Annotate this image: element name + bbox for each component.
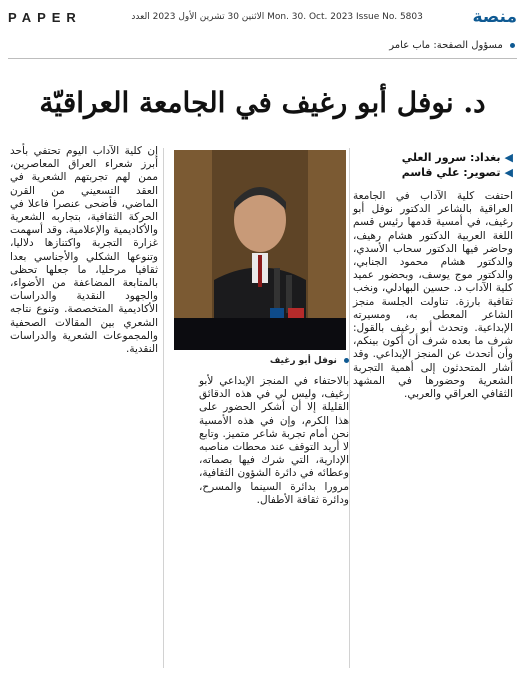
page-editor-text: مسؤول الصفحة: ماب عامر: [389, 40, 503, 51]
triangle-icon: ◀: [504, 151, 513, 164]
masthead: [0, 0, 525, 34]
column-divider: [163, 148, 164, 668]
photo-caption: [270, 356, 349, 366]
article-column-right: احتفت كلية الآداب في الجامعة العراقية بالشاعر الدكتور نوفل أبو رغيف، في أمسية قدمها رئيس قسم اللغة العربية الدكتور هشام رهيف، وحاضر فيها الدكتور سحاب الأسدي، والدكتور هشام محمود الجنابي، والدكتور موج يوسف، وبحضور عميد كلية الآداب د. حسين البهادلي، ونخب ثقافية بارزة. تناولت الجلسة منجز الشاعر المعطى به، ومسيرته الإبداعية. وتحدث أبو رغيف بالقول: شرف ما بعده شرف أن أكون بينكم، وأن أتحدث عن المنجز الإبداعي. وقد أشار المتحدثون إلى أهمية التجربة الشعرية وحضورها في المشهد الثقافي العراقي والعربي.: [353, 190, 513, 401]
issue-date: Mon. 30. Oct. 2023 Issue No. 5803 الاثنين 30 تشرين الأول 2023 العدد: [131, 12, 423, 22]
page-editor: [389, 40, 515, 51]
article-column-left: إن كلية الآداب اليوم تحتفي بأحد أبرز شعراء العراق المعاصرين، ممن لهم تجربتهم الشعرية في العقد التسعيني من القرن الماضي، فأضحى عنصرا فاعلا في الحركة الثقافية، بتجاربه الشعرية والأكاديمية والإعلامية. وقد أسهمت غزارة التجربة واكتنازها دلاليا، وتنوعها الشكلي والأجناسي بعدا ثقافيا مرحليا، ما جعلها تحظى بالمتابعة المضاعفة من الأضواء، والجهود النقدية والدراسات الأكاديمية المتخصصة. وتنوع نتاجه الشعري بين المقالات الصحفية والمجموعات الشعرية والدراسات النقدية.: [10, 145, 158, 356]
credit-line: ◀تصوير: علي قاسم: [401, 166, 513, 179]
headline: [10, 72, 515, 132]
headline-text: د. نوفل أبو رغيف في الجامعة العراقيّة: [39, 85, 486, 119]
section-title: منصة: [472, 7, 517, 27]
credit-line: ◀بغداد: سرور العلي: [401, 151, 513, 164]
column-divider: [349, 148, 350, 668]
article-column-middle: بالاحتفاء في المنجز الإبداعي لأبو رغيف، وليس لي في هذه الدقائق القليلة إلا أن أشكر الحضور على هذا الكرم، وإن في هذه الأمسية نحن أمام تجربة شاعر متميز. وتابع لا أريد التوقف عند محطات مناصبه الإدارية، التي شرك فيها بصماته، وعطائه في دائرة الشؤون الثقافية، مرورا بدائرة السينما والمسرح، ودائرة ثقافة الأطفال.: [199, 375, 349, 506]
bullet-icon: [510, 43, 515, 48]
photo-caption-text: نوفل أبو رغيف: [269, 356, 337, 366]
paper-label: PAPER: [8, 9, 82, 25]
portrait-image: [174, 150, 346, 350]
article-photo: [174, 150, 346, 350]
triangle-icon: ◀: [504, 166, 513, 179]
header-divider: [8, 58, 517, 59]
credits: [402, 150, 513, 180]
